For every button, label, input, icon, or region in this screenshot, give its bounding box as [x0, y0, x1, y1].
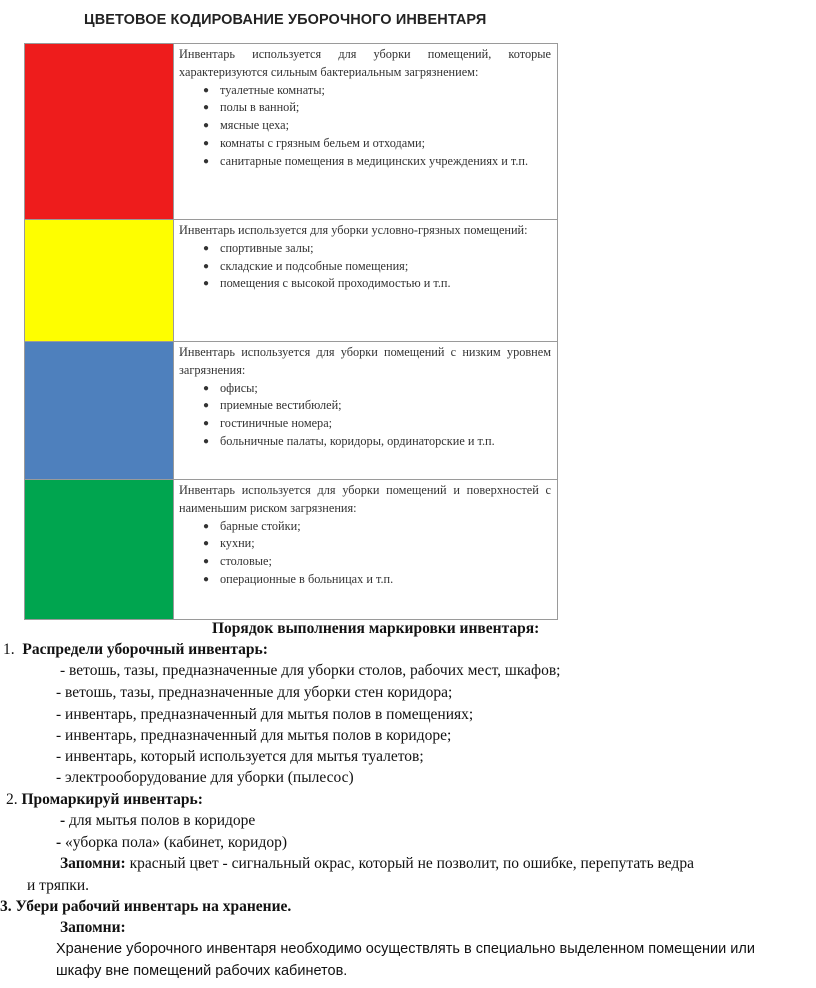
list-item: ● больничные палаты, коридоры, ординаторские и т.п. — [203, 433, 551, 451]
row-intro: Инвентарь используется для уборки помещений и поверхностей с наименьшим риском загрязнения: — [179, 483, 551, 515]
table-row — [25, 44, 558, 220]
list-item: ● кухни; — [203, 535, 551, 553]
red-description — [174, 44, 558, 220]
step1-title — [3, 641, 268, 659]
list-item: ● столовые; — [203, 553, 551, 571]
step1-item: - электрооборудование для уборки (пылесос) — [56, 769, 354, 786]
row-list — [179, 518, 551, 589]
green-swatch — [25, 480, 174, 620]
row-intro: Инвентарь используется для уборки помещений с низким уровнем загрязнения: — [179, 345, 551, 377]
step2-note-continued: и тряпки. — [27, 877, 90, 894]
row-intro: Инвентарь используется для уборки помещений, которые характеризуются сильным бактериальным загрязнением: — [179, 47, 551, 79]
blue-swatch — [25, 342, 174, 480]
dash: - — [60, 812, 66, 829]
list-item: ● офисы; — [203, 380, 551, 398]
list-item: ● комнаты с грязным бельем и отходами; — [203, 135, 551, 153]
red-swatch — [25, 44, 174, 220]
step2-note — [60, 855, 694, 873]
step3-note-label: Запомни: — [60, 919, 126, 936]
color-coding-table — [24, 43, 558, 620]
step3-title: 3. Убери рабочий инвентарь на хранение. — [0, 898, 292, 915]
step2-text: для мытья полов в коридоре — [65, 812, 256, 829]
step2-line — [60, 812, 255, 830]
step3-text: Хранение уборочного инвентаря необходимо осуществлять в специально выделенном помещении или — [56, 941, 755, 957]
yellow-swatch — [25, 220, 174, 342]
list-item: ● полы в ванной; — [203, 99, 551, 117]
step1-label: Распредели уборочный инвентарь: — [22, 641, 268, 658]
list-item: ● приемные вестибюлей; — [203, 397, 551, 415]
table-row — [25, 342, 558, 480]
list-item: ● туалетные комнаты; — [203, 82, 551, 100]
page-title: ЦВЕТОВОЕ КОДИРОВАНИЕ УБОРОЧНОГО ИНВЕНТАРЯ — [84, 12, 487, 28]
row-list — [179, 82, 551, 171]
list-item: ● гостиничные номера; — [203, 415, 551, 433]
note-label: Запомни: — [60, 855, 126, 872]
step1-item: - ветошь, тазы, предназначенные для уборки стен коридора; — [56, 684, 453, 701]
step1-item: - инвентарь, который используется для мытья туалетов; — [56, 748, 424, 765]
list-item: ● складские и подсобные помещения; — [203, 258, 551, 276]
list-item: ● помещения с высокой проходимостью и т.п. — [203, 275, 551, 293]
dash: - — [56, 834, 62, 851]
step3-text: шкафу вне помещений рабочих кабинетов. — [56, 963, 348, 979]
list-item: ● мясные цеха; — [203, 117, 551, 135]
green-description — [174, 480, 558, 620]
note-text: красный цвет - сигнальный окрас, который не позволит, по ошибке, перепутать ведра — [125, 855, 694, 872]
list-item: ● санитарные помещения в медицинских учреждениях и т.п. — [203, 153, 551, 171]
step2-text: «уборка пола» (кабинет, коридор) — [61, 834, 287, 851]
list-item: ● спортивные залы; — [203, 240, 551, 258]
yellow-description — [174, 220, 558, 342]
table-row — [25, 480, 558, 620]
step1-item: - ветошь, тазы, предназначенные для уборки столов, рабочих мест, шкафов; — [60, 662, 561, 679]
row-list — [179, 240, 551, 293]
step1-number: 1. — [3, 641, 15, 658]
step2-number: 2. — [6, 791, 18, 808]
step2-line — [56, 834, 287, 852]
list-item: ● операционные в больницах и т.п. — [203, 571, 551, 589]
blue-description — [174, 342, 558, 480]
row-list — [179, 380, 551, 451]
step1-item: - инвентарь, предназначенный для мытья полов в помещениях; — [56, 706, 474, 723]
step1-item: - инвентарь, предназначенный для мытья полов в коридоре; — [56, 727, 452, 744]
step2-label: Промаркируй инвентарь: — [21, 791, 203, 808]
procedure-heading: Порядок выполнения маркировки инвентаря: — [212, 620, 540, 637]
step2-title — [6, 791, 203, 809]
table-row — [25, 220, 558, 342]
row-intro: Инвентарь используется для уборки условно-грязных помещений: — [179, 223, 528, 237]
list-item: ● барные стойки; — [203, 518, 551, 536]
